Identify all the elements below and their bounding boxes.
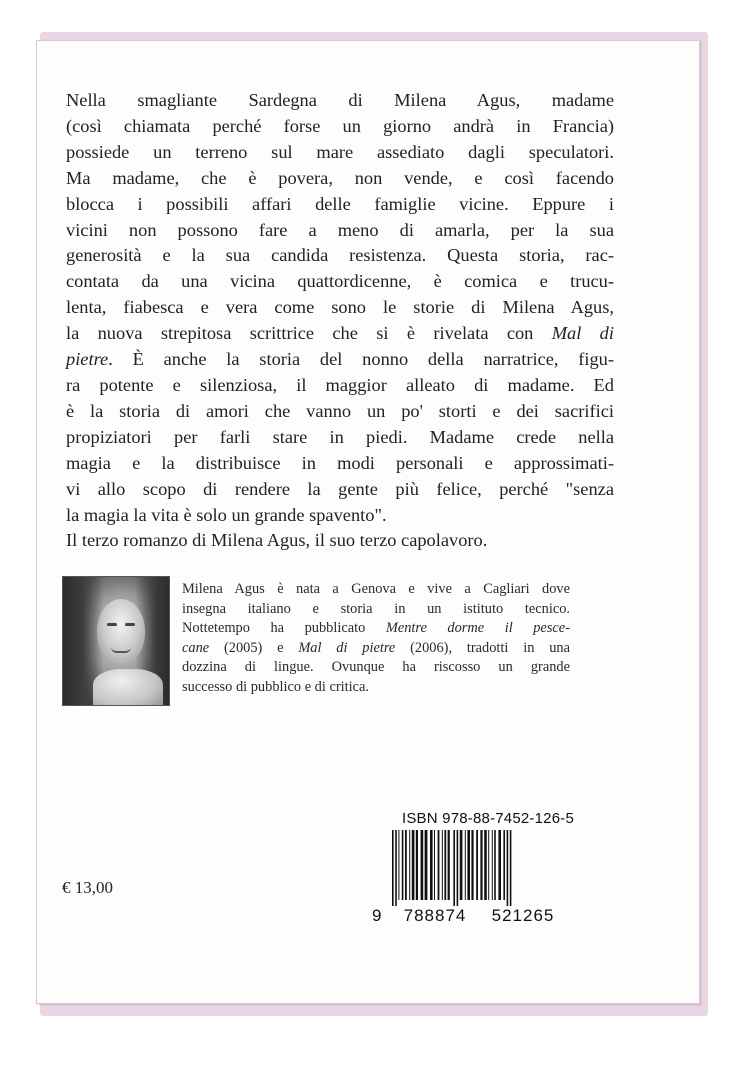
book-title-italic: Mal di (551, 323, 614, 344)
barcode-bar (476, 830, 478, 900)
barcode-bar (453, 830, 455, 906)
barcode-digit-lead: 9 (372, 906, 382, 925)
blurb-line: ra potente e silenziosa, il maggior alleato di madame. Ed (66, 374, 614, 395)
barcode-bar (492, 830, 493, 900)
blurb-line (66, 321, 614, 347)
author-photo-hand (93, 669, 163, 706)
barcode-bar (494, 830, 496, 900)
bio-line (182, 639, 570, 659)
bio-line: insegna italiano e storia in un istituto tecnico. (182, 600, 570, 617)
book-title-italic: Mal di pietre (298, 639, 396, 656)
barcode-bar (507, 830, 509, 906)
barcode-bar (498, 830, 501, 900)
barcode-bar (425, 830, 428, 900)
book-title-italic: pietre (66, 349, 109, 370)
barcode-bar (457, 830, 459, 906)
barcode-digits (372, 906, 576, 926)
blurb-line: lenta, fiabesca e vera come sono le storie di Milena Agus, (66, 297, 614, 318)
barcode-bar (448, 830, 450, 900)
barcode-bar (412, 830, 415, 900)
bio-text-run: (2006), tradotti in una (395, 639, 570, 656)
barcode-bar (484, 830, 487, 900)
barcode-bar (442, 830, 443, 900)
blurb-line: vicini non possono fare a meno di amarla, per la sua (66, 219, 614, 240)
author-photo-mouth (111, 647, 131, 653)
bio-line: successo di pubblico e di critica. (182, 678, 370, 695)
barcode-digits-left: 788874 (403, 906, 467, 925)
barcode-bar (416, 830, 418, 900)
barcode-bar (398, 830, 399, 900)
isbn-barcode (390, 830, 576, 906)
barcode-digits-right: 521265 (491, 906, 555, 925)
price-label: € 13,00 (62, 878, 113, 897)
author-photo-eye (107, 623, 117, 626)
barcode-bar (510, 830, 512, 906)
bio-text-run: Nottetempo ha pubblicato (182, 620, 386, 637)
barcode-bar (460, 830, 463, 900)
blurb-closing: Il terzo romanzo di Milena Agus, il suo terzo capolavoro. (66, 530, 488, 551)
barcode-bar (392, 830, 394, 906)
book-title-italic: cane (182, 639, 210, 656)
blurb-text (66, 88, 614, 554)
author-bio (182, 580, 570, 698)
bio-line (182, 619, 570, 639)
blurb-line: contata da una vicina quattordicenne, è comica e trucu- (66, 271, 614, 292)
barcode-bar (465, 830, 466, 900)
blurb-line: generosità e la sua candida resistenza. Questa storia, rac- (66, 245, 614, 266)
blurb-text-run: la nuova strepitosa scrittrice che si è rivelata con (66, 323, 552, 344)
blurb-line: possiede un terreno sul mare assediato dagli speculatori. (66, 141, 614, 162)
barcode-bar (467, 830, 470, 900)
author-photo-eye (125, 623, 135, 626)
barcode-bar (480, 830, 482, 900)
author-photo (62, 576, 170, 706)
blurb-text-run: . È anche la storia del nonno della narratrice, figu- (108, 349, 614, 370)
book-title-italic: Mentre dorme il pesce- (385, 620, 570, 637)
barcode-bar (488, 830, 489, 900)
barcode-bar (444, 830, 446, 900)
blurb-line: Ma madame, che è povera, non vende, e così facendo (66, 167, 614, 188)
barcode-bar (503, 830, 505, 900)
blurb-line: vi allo scopo di rendere la gente più felice, perché "senza (66, 478, 614, 499)
blurb-line: la magia la vita è solo un grande spavento". (66, 504, 387, 525)
barcode-bar (471, 830, 473, 900)
barcode-bar (438, 830, 440, 900)
blurb-line: magia e la distribuisce in modi personali e approssimati- (66, 452, 614, 473)
bio-line: Milena Agus è nata a Genova e vive a Cagliari dove (182, 581, 570, 597)
barcode-bar (405, 830, 407, 900)
blurb-line: Nella smagliante Sardegna di Milena Agus, madame (66, 90, 614, 110)
author-photo-face (97, 599, 145, 663)
bio-line: dozzina di lingue. Ovunque ha riscosso un grande (182, 659, 570, 676)
blurb-line: (così chiamata perché forse un giorno andrà in Francia) (66, 115, 614, 136)
barcode-bar (430, 830, 433, 900)
barcode-bar (434, 830, 435, 900)
barcode-bar (395, 830, 397, 906)
blurb-line: propiziatori per farli stare in piedi. Madame crede nella (66, 426, 614, 447)
bio-text-run: (2005) e (209, 639, 299, 656)
barcode-bar (402, 830, 404, 900)
barcode-bar (421, 830, 424, 900)
blurb-line: blocca i possibili affari delle famiglie vicine. Eppure i (66, 193, 614, 214)
barcode-bar (409, 830, 410, 900)
isbn-label: ISBN 978-88-7452-126-5 (401, 810, 574, 827)
blurb-line: è la storia di amori che vanno un po' storti e dei sacrifici (66, 400, 614, 421)
blurb-line (66, 347, 614, 373)
